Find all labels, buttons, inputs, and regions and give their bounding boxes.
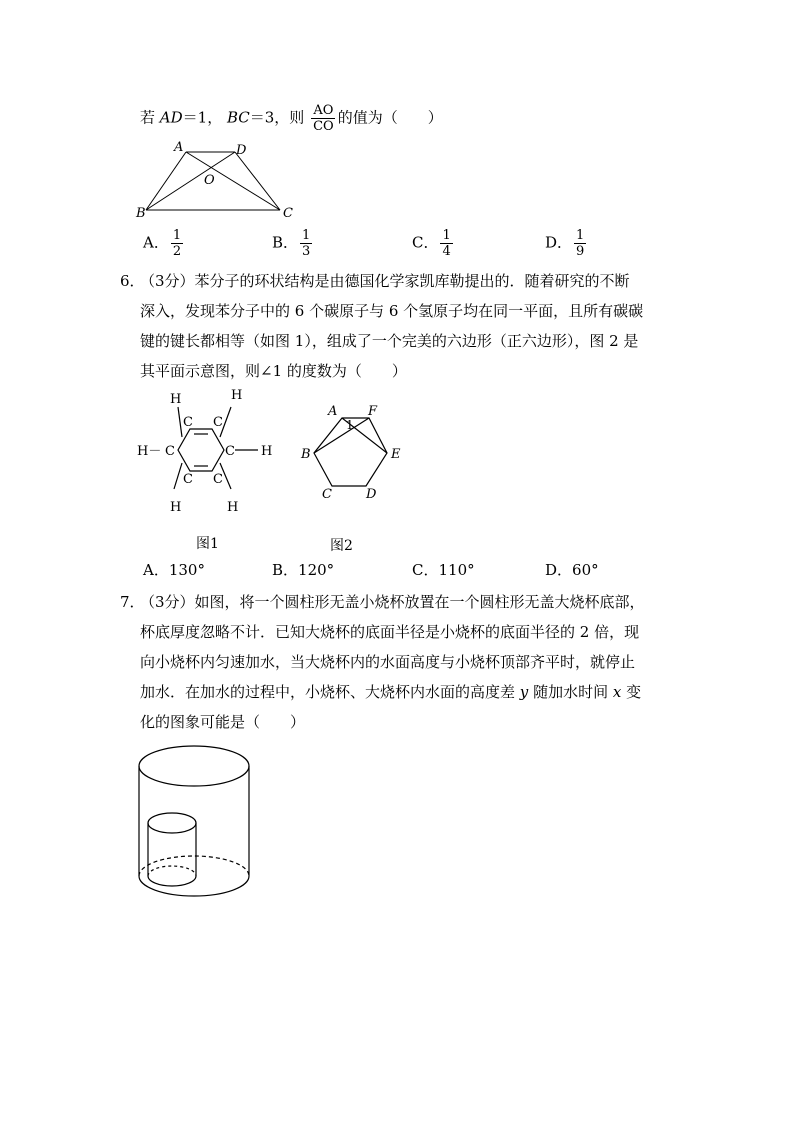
q6-option-text: 130° bbox=[168, 561, 205, 579]
q5-bc-label: BC bbox=[226, 108, 250, 127]
q5-frac-num: AO bbox=[313, 103, 334, 118]
q7-var-x: x bbox=[612, 683, 622, 701]
q6-benzene-figure bbox=[130, 385, 290, 520]
q7-var-y: y bbox=[519, 683, 529, 701]
q5-label-d: D bbox=[236, 143, 247, 158]
q5-stem-prefix: 若 bbox=[140, 108, 156, 127]
q6-option-text: 110° bbox=[438, 561, 475, 579]
q6-option-b[interactable] bbox=[272, 561, 334, 579]
q5-diagonal-ac bbox=[186, 152, 280, 210]
large-beaker-rim bbox=[139, 746, 249, 786]
q7-number: 7． bbox=[120, 593, 145, 611]
q7-line-4-pre: 加水．在加水的过程中，小烧杯、大烧杯内水面的高度差 bbox=[140, 683, 516, 701]
q5-ad-value: ＝1， bbox=[182, 108, 223, 127]
q7-line-5: 化的图象可能是（ ） bbox=[140, 713, 306, 731]
q6-hexagon-figure bbox=[295, 400, 415, 510]
atom-h: H bbox=[170, 392, 182, 407]
q6-option-a[interactable] bbox=[143, 561, 205, 579]
q6-option-letter: C． bbox=[412, 561, 439, 579]
q5-option-a[interactable] bbox=[143, 228, 185, 259]
atom-h-left: H－ bbox=[137, 444, 162, 459]
q6-number: 6． bbox=[120, 272, 145, 290]
q7-line-4-post: 变 bbox=[626, 683, 642, 701]
q5-option-letter: B． bbox=[272, 233, 299, 252]
q6-option-letter: D． bbox=[545, 561, 573, 579]
benzene-ring bbox=[178, 429, 224, 471]
atom-c: C bbox=[225, 444, 235, 459]
bond-ch-top-left bbox=[178, 407, 182, 437]
q5-option-b[interactable] bbox=[272, 228, 314, 259]
bond-ch-bottom-left bbox=[174, 463, 182, 489]
q5-option-fraction bbox=[171, 228, 183, 259]
atom-c: C bbox=[213, 415, 223, 430]
q5-stem bbox=[140, 103, 443, 134]
q6-line-1: （3分）苯分子的环状结构是由德国化学家凯库勒提出的．随着研究的不断 bbox=[140, 272, 630, 290]
q5-option-letter: C． bbox=[412, 233, 439, 252]
q6-line-2: 深入，发现苯分子中的 6 个碳原子与 6 个氢原子均在同一平面，且所有碳碳 bbox=[140, 302, 644, 320]
small-beaker-bottom-back bbox=[148, 866, 196, 876]
q6-fig2-caption: 图2 bbox=[330, 538, 353, 554]
q6-label-e: E bbox=[391, 447, 401, 462]
q6-option-text: 60° bbox=[572, 561, 599, 579]
q5-option-den: 4 bbox=[442, 244, 451, 259]
q6-option-c[interactable] bbox=[412, 561, 475, 579]
q7-line-4-mid: 随加水时间 bbox=[533, 683, 609, 701]
q5-label-o: O bbox=[204, 173, 215, 188]
atom-c: C bbox=[183, 415, 193, 430]
q6-line-3: 键的键长都相等（如图 1），组成了一个完美的六边形（正六边形），图 2 是 bbox=[140, 332, 639, 350]
q7-line-2: 杯底厚度忽略不计．已知大烧杯的底面半径是小烧杯的底面半径的 2 倍，现 bbox=[140, 623, 640, 641]
atom-c: C bbox=[183, 472, 193, 487]
q5-frac-den: CO bbox=[313, 119, 334, 134]
q5-option-letter: A． bbox=[143, 233, 169, 252]
atom-c: C bbox=[165, 444, 175, 459]
q5-diagonal-bd bbox=[146, 152, 235, 210]
atom-h: H bbox=[261, 444, 273, 459]
large-beaker-bottom-back bbox=[139, 856, 249, 876]
q6-angle-1-label: 1 bbox=[346, 418, 354, 432]
q7-beakers-figure bbox=[132, 738, 257, 903]
q7-line-4 bbox=[140, 682, 641, 702]
q6-line-4: 其平面示意图，则∠1 的度数为（ ） bbox=[140, 362, 407, 380]
q6-option-letter: B． bbox=[272, 561, 299, 579]
q6-option-letter: A． bbox=[143, 561, 169, 579]
q5-option-den: 9 bbox=[576, 244, 585, 259]
q6-option-d[interactable] bbox=[545, 561, 599, 579]
segment-bf bbox=[314, 418, 369, 453]
q5-option-d[interactable] bbox=[545, 228, 588, 259]
q5-option-c[interactable] bbox=[412, 228, 455, 259]
large-beaker-bottom-front bbox=[139, 876, 249, 896]
q5-ad-label: AD bbox=[159, 108, 183, 127]
q6-label-a: A bbox=[328, 404, 338, 419]
small-beaker-rim bbox=[148, 813, 196, 833]
q5-trapezoid-figure bbox=[130, 138, 300, 223]
q5-edge-dc bbox=[235, 152, 280, 210]
q6-label-f: F bbox=[368, 404, 378, 419]
q6-label-b: B bbox=[301, 447, 311, 462]
q5-stem-suffix: 的值为（ ） bbox=[337, 108, 443, 127]
q6-label-c: C bbox=[322, 487, 332, 502]
q5-option-num: 1 bbox=[302, 228, 311, 243]
atom-h: H bbox=[170, 500, 182, 515]
q5-fraction bbox=[311, 103, 336, 134]
q5-edge-ab bbox=[146, 152, 186, 210]
q5-option-fraction bbox=[440, 228, 452, 259]
q5-label-a: A bbox=[174, 140, 184, 155]
q5-option-num: 1 bbox=[172, 228, 182, 243]
q5-label-b: B bbox=[136, 206, 146, 221]
q5-option-den: 2 bbox=[172, 244, 182, 259]
q7-line-1: （3分）如图，将一个圆柱形无盖小烧杯放置在一个圆柱形无盖大烧杯底部， bbox=[140, 593, 645, 611]
q6-option-text: 120° bbox=[298, 561, 335, 579]
q5-bc-value: ＝3，则 bbox=[249, 108, 305, 127]
q5-option-den: 3 bbox=[302, 244, 311, 259]
q5-option-fraction bbox=[574, 228, 586, 259]
atom-h: H bbox=[231, 388, 243, 403]
q6-fig1-caption: 图1 bbox=[196, 536, 219, 552]
atom-h: H bbox=[227, 500, 239, 515]
small-beaker-bottom-front bbox=[148, 876, 196, 886]
q5-option-num: 1 bbox=[576, 228, 585, 243]
q6-label-d: D bbox=[366, 487, 377, 502]
q5-option-fraction bbox=[300, 228, 312, 259]
atom-c: C bbox=[213, 472, 223, 487]
q7-line-3: 向小烧杯内匀速加水，当大烧杯内的水面高度与小烧杯顶部齐平时，就停止 bbox=[140, 653, 636, 671]
q5-option-num: 1 bbox=[442, 228, 451, 243]
q5-label-c: C bbox=[283, 206, 293, 221]
q5-option-letter: D． bbox=[545, 233, 573, 252]
